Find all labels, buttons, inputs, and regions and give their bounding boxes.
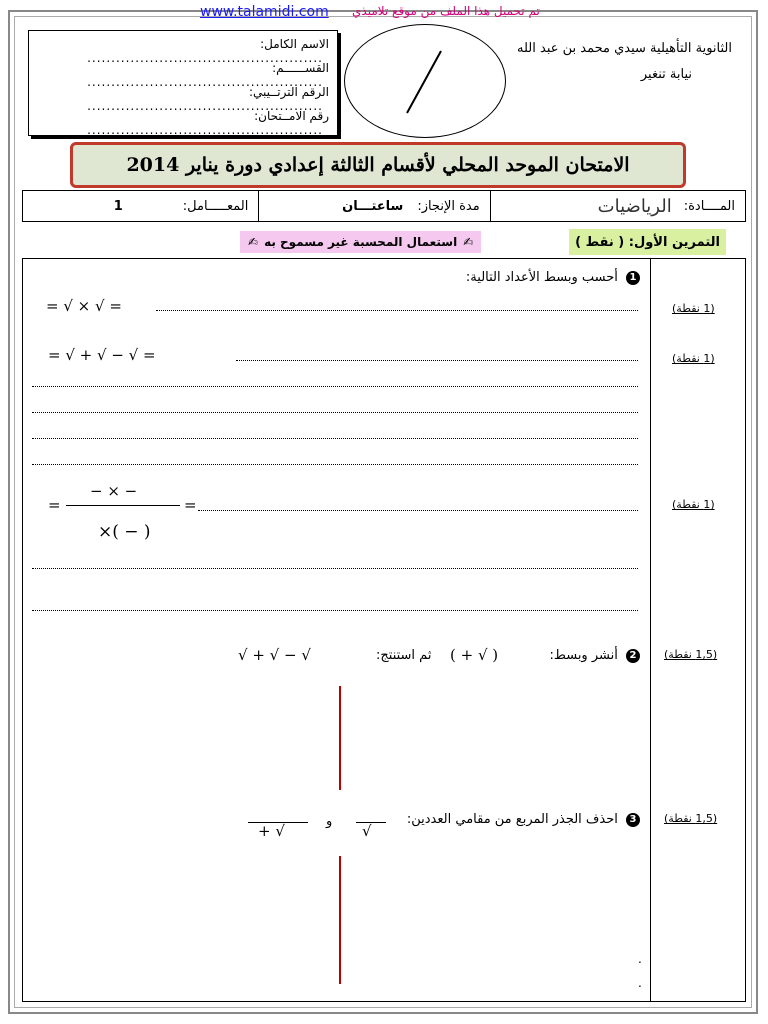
answer-column-line-1 [339,686,341,790]
exam-number-label: رقم الامــتحان: [254,109,329,123]
q3-fraction-b-bar [248,822,308,823]
answer-line-9[interactable] [32,610,638,611]
duration-label: مدة الإنجاز: [417,198,480,214]
q2-expr: √ + √ − √ [238,646,311,664]
full-name-field[interactable]: ................................................. [87,51,323,65]
points-q3: (1,5 نقطة) [664,812,718,825]
exercise-area [22,258,746,1002]
q3-fraction-a-den: √ [362,822,372,840]
school-name: الثانوية التأهيلية سيدي محمد بن عبد الله [517,41,732,56]
directorate-name: نيابة تنغير [640,67,692,82]
answer-line-6[interactable] [32,464,638,465]
coefficient-value: 1 [113,198,123,214]
question3-badge: 3 [626,813,640,827]
expr2: = √ + √ − √ = [48,346,156,364]
pen-icon-2: ✍ [248,235,259,249]
full-name-label: الاسم الكامل: [260,37,329,51]
frac-eq-left: = [48,496,61,514]
exercise1-title [569,229,726,255]
slash-mark [345,25,505,137]
exam-title: الامتحان الموحد المحلي لأقسام الثالثة إعدادي دورة يناير 2014 [70,142,686,188]
points-q1a: (1 نقطة) [672,302,715,315]
website-note: تم تحميل هذا الملف من موقع تلاميذي [352,4,540,18]
exercise1-title-text: التمرين الأول: ( نقط ) [575,234,720,250]
order-number-field[interactable]: ................................................. [87,99,323,113]
q3-fraction-a-bar [356,822,386,823]
question2-text: أنشر وبسط: [549,648,618,663]
pen-icon: ✍ [463,235,474,249]
section-label: القســــــم: [272,61,329,75]
answer-line-2[interactable] [236,360,638,361]
duration-value: ساعتـــان [342,198,404,214]
subject-label: المــــادة: [683,198,735,214]
subject-value: الرياضيات [597,195,672,217]
answer-line-8[interactable] [32,568,638,569]
student-info-box [28,30,338,136]
question1 [466,270,640,285]
subject-cell [490,191,745,221]
frac-denominator: ×( − ) [98,522,151,542]
frac-eq-right: = [184,496,197,514]
question3 [407,812,640,827]
question1-text: أحسب وبسط الأعداد التالية: [465,270,618,285]
dot-mark-2: . [638,976,642,990]
answer-line-5[interactable] [32,438,638,439]
duration-cell [258,191,489,221]
order-number-label: الرقم الترتــيبي: [248,85,329,99]
question3-text: احذف الجذر المربع من مقامي العددين: [406,812,618,827]
answer-line-1[interactable] [156,310,638,311]
website-link[interactable]: www.talamidi.com [200,4,329,20]
section-field[interactable]: ................................................. [87,75,323,89]
coefficient-label: المعـــــامل: [182,198,249,214]
question1-badge: 1 [626,271,640,285]
question2-badge: 2 [626,649,640,663]
points-q1c: (1 نقطة) [672,498,715,511]
answer-line-4[interactable] [32,412,638,413]
answer-line-7[interactable] [198,510,638,511]
frac-numerator: − × − [90,482,138,500]
coefficient-cell [23,191,258,221]
school-header [517,36,732,88]
calculator-note-text: استعمال المحسبة غير مسموح به [264,235,458,249]
q2-then: ثم استنتج: [376,648,432,663]
grade-circle [344,24,506,138]
points-column-divider [650,258,651,1002]
expr1: = √ × √ = [46,297,122,315]
exam-number-field[interactable]: ................................................. [87,123,323,137]
q2-paren-expr: ( + √ ) [450,646,499,664]
q3-and: و [326,814,333,829]
answer-line-3[interactable] [32,386,638,387]
points-q2: (1,5 نقطة) [664,648,718,661]
answer-column-line-2 [339,856,341,984]
exam-meta-table [22,190,746,222]
fraction-bar [66,505,180,506]
calculator-note [240,231,481,253]
exam-number-row[interactable] [37,109,329,137]
q3-fraction-b-den: + √ [258,822,285,840]
question2 [550,648,641,663]
points-q1b: (1 نقطة) [672,352,715,365]
dot-mark-1: . [638,952,642,966]
